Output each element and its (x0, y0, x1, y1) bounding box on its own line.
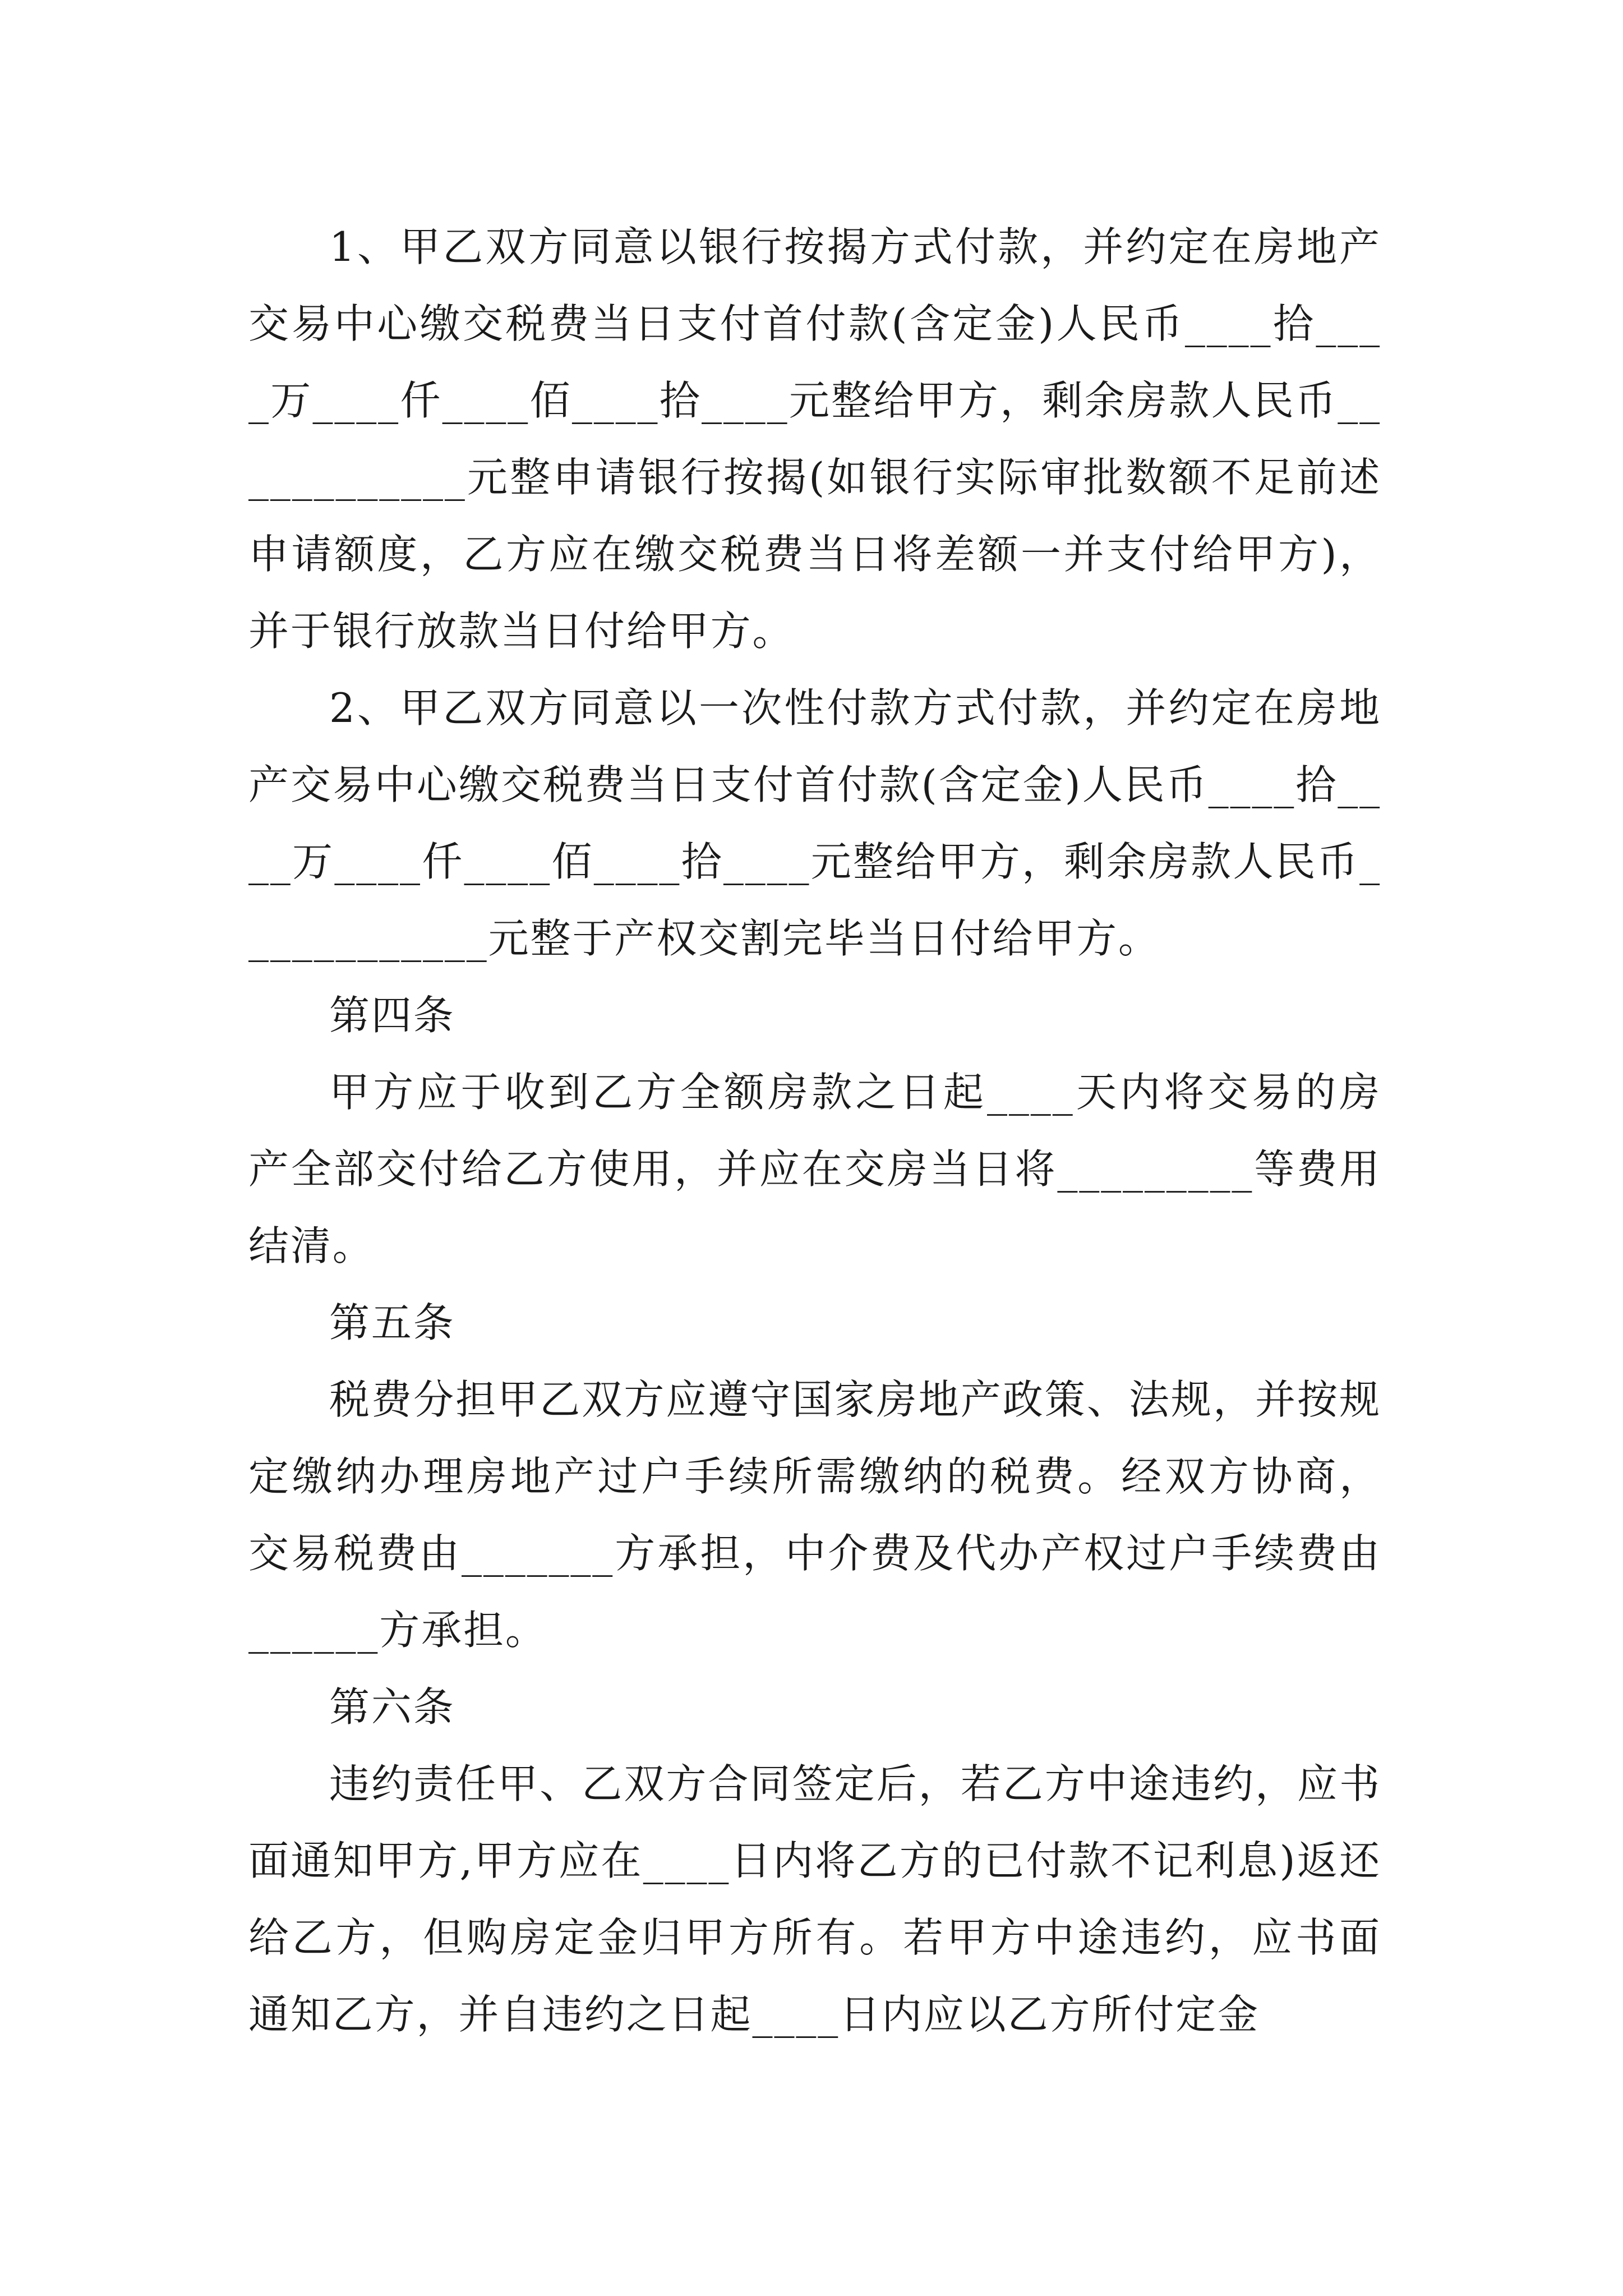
clause-payment-lump-sum: 2、甲乙双方同意以一次性付款方式付款，并约定在房地产交易中心缴交税费当日支付首付款(含定金)人民币____拾____万____仟____佰____拾____元整给甲方，剩余房款人民币____________元整于产权交割完毕当日付给甲方。 (248, 684, 1381, 962)
document-body (248, 209, 1381, 2053)
clause-payment-mortgage: 1、甲乙双方同意以银行按揭方式付款，并约定在房地产交易中心缴交税费当日支付首付款(含定金)人民币____拾____万____仟____佰____拾____元整给甲方，剩余房款人民币____________元整申请银行按揭(如银行实际审批数额不足前述申请额度，乙方应在缴交税费当日将差额一并支付给甲方)，并于银行放款当日付给甲方。 (248, 223, 1381, 655)
article-five-text: 税费分担甲乙双方应遵守国家房地产政策、法规，并按规定缴纳办理房地产过户手续所需缴纳的税费。经双方协商，交易税费由_______方承担，中介费及代办产权过户手续费由______方承担。 (248, 1376, 1381, 1654)
article-four-heading: 第四条 (329, 992, 455, 1039)
article-six-text: 违约责任甲、乙双方合同签定后，若乙方中途违约，应书面通知甲方,甲方应在____日内将乙方的已付款不记利息)返还给乙方，但购房定金归甲方所有。若甲方中途违约，应书面通知乙方，并自违约之日起____日内应以乙方所付定金 (248, 1760, 1381, 2038)
article-four-text: 甲方应于收到乙方全额房款之日起____天内将交易的房产全部交付给乙方使用，并应在交房当日将_________等费用结清。 (248, 1069, 1381, 1269)
article-six-heading: 第六条 (329, 1683, 455, 1731)
article-five-heading: 第五条 (329, 1299, 455, 1346)
